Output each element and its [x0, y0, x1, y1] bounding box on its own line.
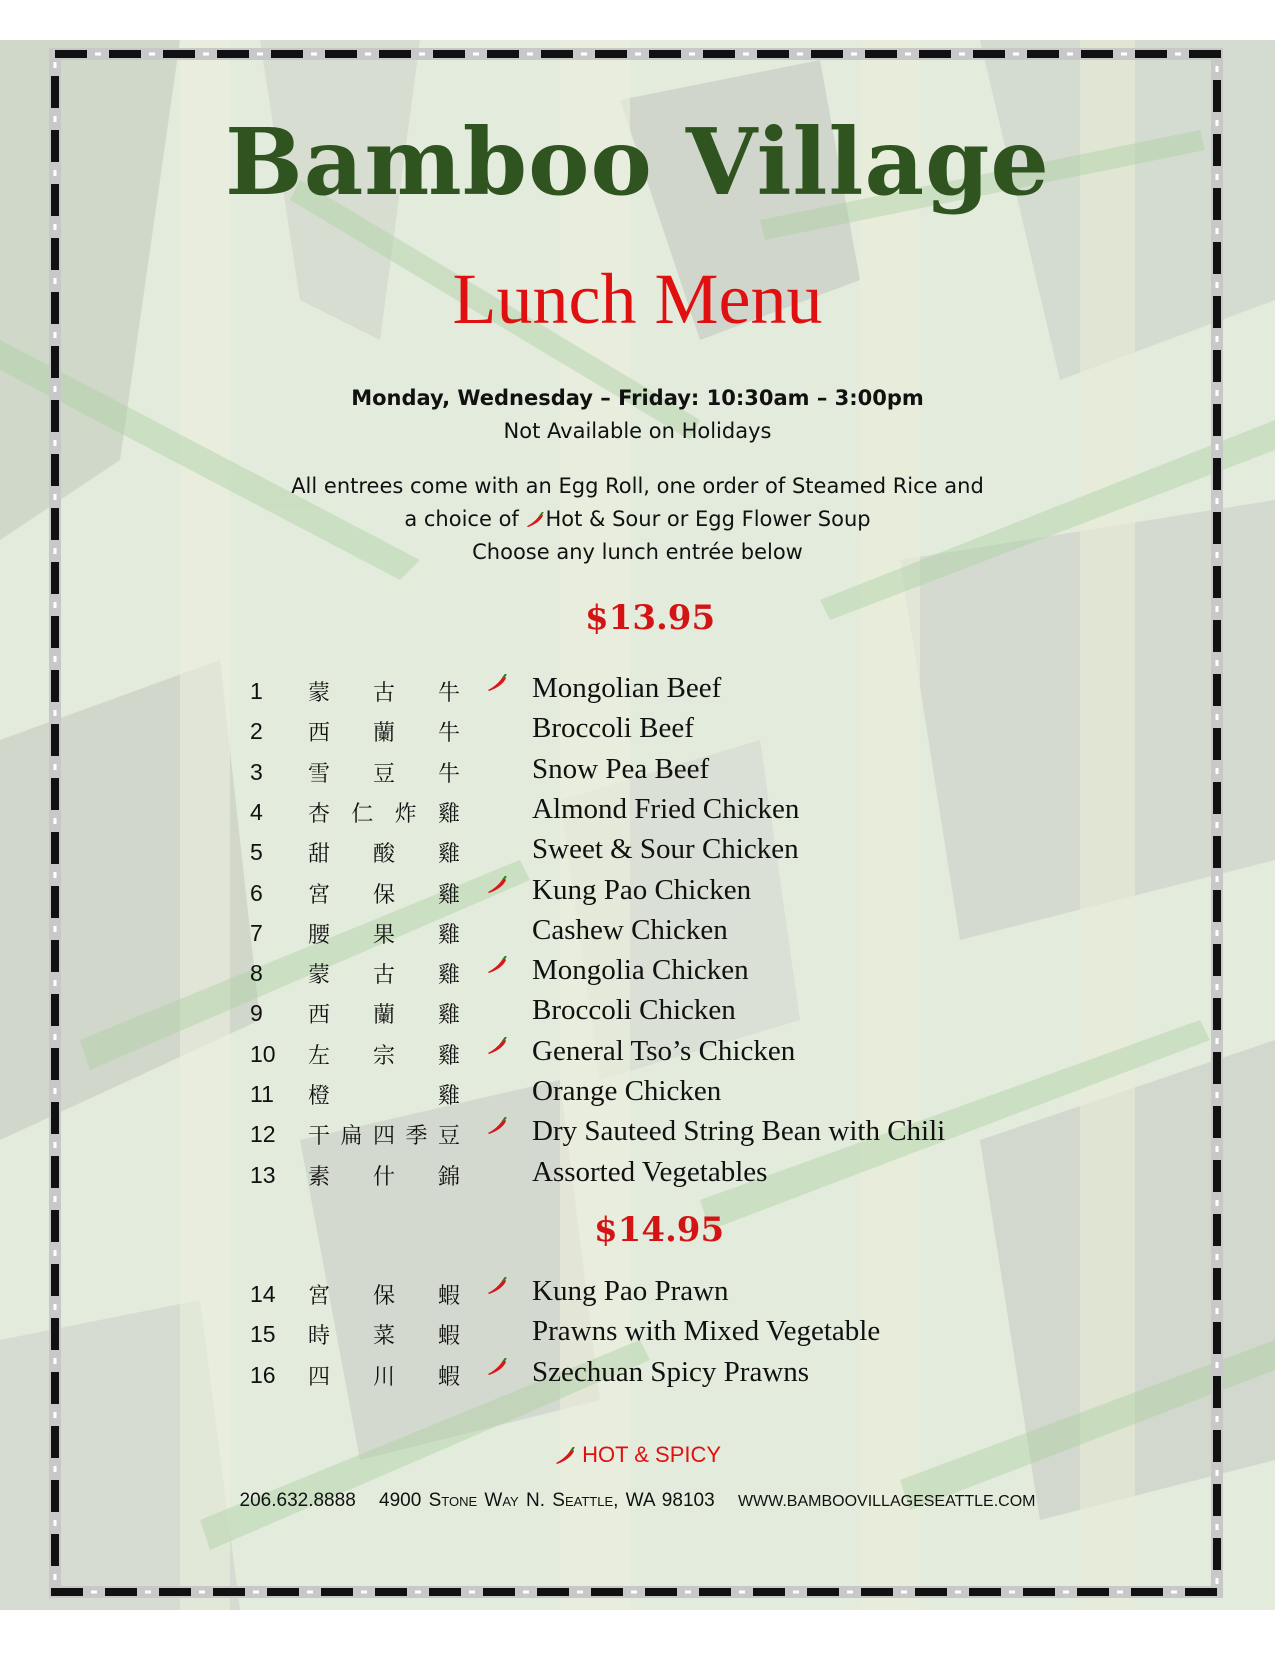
- chinese-char: 左: [308, 1043, 331, 1069]
- item-name: Broccoli Chicken: [532, 994, 736, 1027]
- menu-item: [0, 952, 1275, 992]
- item-chinese-name: [308, 1119, 460, 1151]
- chinese-char: 杏: [308, 801, 331, 827]
- chili-pepper-icon: [486, 956, 508, 974]
- item-number: 3: [250, 758, 263, 785]
- chinese-char: 雞: [437, 1084, 460, 1109]
- chinese-char: 古: [372, 681, 395, 706]
- chinese-char: 素: [308, 1164, 331, 1190]
- item-name: Broccoli Beef: [532, 712, 694, 745]
- item-chinese-name: [308, 757, 460, 789]
- chinese-char: 牛: [437, 761, 460, 787]
- chinese-char: 腰: [308, 922, 331, 948]
- chinese-char: 蝦: [437, 1324, 460, 1350]
- chili-pepper-icon: [554, 1447, 576, 1465]
- chili-pepper-icon: [486, 1277, 508, 1295]
- chinese-char: 宮: [308, 1284, 331, 1309]
- item-number: 8: [250, 960, 263, 987]
- item-name: Kung Pao Chicken: [532, 873, 752, 906]
- item-number: 12: [250, 1121, 276, 1148]
- chinese-char: 古: [372, 963, 395, 989]
- chinese-char: 蒙: [308, 963, 331, 989]
- availability-text: Not Available on Holidays: [503, 419, 772, 443]
- menu-item: [0, 1033, 1275, 1073]
- chinese-char: 甜: [308, 842, 331, 868]
- chinese-char: 保: [372, 1284, 395, 1309]
- item-name: General Tso’s Chicken: [532, 1034, 796, 1067]
- spicy-legend-label: HOT & SPICY: [582, 1442, 722, 1467]
- chinese-char: 菜: [372, 1324, 395, 1350]
- item-name: Orange Chicken: [532, 1075, 722, 1107]
- item-chinese-name: [308, 1319, 460, 1351]
- item-chinese-name: [308, 837, 460, 869]
- chinese-char: 雞: [437, 963, 460, 989]
- item-name: Assorted Vegetables: [532, 1155, 768, 1188]
- item-chinese-name: [308, 1079, 460, 1111]
- item-number: 6: [250, 879, 263, 906]
- chinese-char: 牛: [437, 721, 460, 747]
- chinese-char: 保: [372, 882, 395, 908]
- chinese-char: 雞: [437, 842, 460, 868]
- restaurant-name: Bamboo Village: [225, 108, 1050, 216]
- item-chinese-name: [308, 918, 460, 950]
- item-number: 4: [250, 798, 263, 825]
- hours-block: [0, 382, 1275, 448]
- chinese-char: 干: [308, 1124, 331, 1150]
- item-chinese-name: [308, 958, 460, 990]
- chili-pepper-icon: [486, 674, 508, 692]
- chinese-char: 蒙: [308, 681, 331, 706]
- item-chinese-name: [308, 1279, 460, 1311]
- chinese-char: 四: [308, 1364, 331, 1390]
- section-price: $13.95: [585, 598, 716, 638]
- chili-pepper-icon: [486, 876, 508, 894]
- chinese-char: 雞: [437, 882, 460, 908]
- description-line-3: Choose any lunch entrée below: [472, 540, 803, 564]
- menu-item: [0, 912, 1275, 952]
- chinese-char: 牛: [437, 681, 460, 706]
- chinese-char: 雞: [437, 1003, 460, 1029]
- item-number: 10: [250, 1040, 276, 1067]
- chili-pepper-icon: [486, 1117, 508, 1135]
- item-name: Kung Pao Prawn: [532, 1275, 729, 1307]
- chinese-char: 川: [372, 1364, 395, 1390]
- menu-item: [0, 791, 1275, 831]
- chinese-char: 雞: [437, 1043, 460, 1069]
- chinese-char: 西: [308, 1003, 331, 1029]
- menu-item: [0, 1313, 1275, 1353]
- phone-number[interactable]: 206.632.8888: [239, 1490, 356, 1511]
- item-name: Cashew Chicken: [532, 913, 728, 946]
- chinese-char: 雞: [437, 801, 460, 827]
- chili-pepper-icon: [525, 512, 545, 528]
- menu-item: [0, 751, 1275, 791]
- item-chinese-name: [308, 1360, 460, 1392]
- item-number: 14: [250, 1281, 276, 1307]
- menu-item: [0, 872, 1275, 912]
- item-number: 13: [250, 1161, 276, 1188]
- item-name: Mongolian Beef: [532, 672, 722, 704]
- item-chinese-name: [308, 998, 460, 1030]
- hours-text: Monday, Wednesday – Friday: 10:30am – 3:00pm: [351, 386, 924, 410]
- chinese-char: 仁: [351, 801, 374, 827]
- footer: [0, 1490, 1275, 1512]
- description-line-2-suffix: Hot & Sour or Egg Flower Soup: [545, 507, 871, 531]
- chinese-char: 西: [308, 721, 331, 747]
- spicy-legend: [0, 1442, 1275, 1468]
- description-line-1: All entrees come with an Egg Roll, one order of Steamed Rice and: [291, 474, 984, 498]
- chinese-char: 蘭: [372, 1003, 395, 1029]
- description-line-2-prefix: a choice of: [404, 507, 526, 531]
- chinese-char: 扁: [340, 1124, 363, 1150]
- item-name: Mongolia Chicken: [532, 954, 749, 987]
- item-number: 11: [250, 1081, 274, 1107]
- item-chinese-name: [308, 716, 460, 748]
- chinese-char: 宮: [308, 882, 331, 908]
- chinese-char: 豆: [372, 761, 395, 787]
- item-number: 5: [250, 839, 263, 866]
- chinese-char: 四: [372, 1124, 395, 1150]
- section-price: $14.95: [594, 1210, 725, 1250]
- item-name: Snow Pea Beef: [532, 752, 710, 785]
- menu-title: Lunch Menu: [452, 259, 823, 339]
- menu-item: [0, 1113, 1275, 1153]
- chinese-char: 時: [308, 1324, 331, 1350]
- chinese-char: 炸: [394, 801, 417, 827]
- item-number: 9: [250, 1000, 263, 1027]
- item-name: Almond Fried Chicken: [532, 792, 800, 825]
- chinese-char: 蝦: [437, 1284, 460, 1309]
- menu-item: [0, 1154, 1275, 1194]
- item-number: 2: [250, 718, 263, 745]
- description-line-2: [0, 503, 1275, 536]
- chinese-char: 豆: [437, 1124, 460, 1150]
- chinese-char: 果: [372, 922, 395, 948]
- menu-item: [0, 1354, 1275, 1394]
- menu-item: [0, 1273, 1275, 1313]
- chinese-char: 季: [405, 1124, 428, 1150]
- item-name: Prawns with Mixed Vegetable: [532, 1315, 881, 1348]
- item-chinese-name: [308, 1039, 460, 1071]
- chinese-char: 宗: [372, 1043, 395, 1069]
- item-chinese-name: [308, 1160, 460, 1192]
- item-number: 1: [250, 678, 263, 704]
- item-chinese-name: [308, 676, 460, 708]
- item-chinese-name: [308, 797, 460, 829]
- item-number: 15: [250, 1321, 276, 1348]
- menu-item: [0, 1073, 1275, 1113]
- menu-item: [0, 670, 1275, 710]
- chinese-char: 橙: [308, 1084, 331, 1109]
- address: 4900 Stone Way N. Seattle, WA 98103: [379, 1490, 715, 1511]
- item-number: 7: [250, 919, 263, 946]
- chinese-char: 雞: [437, 922, 460, 948]
- chinese-char: 錦: [437, 1164, 460, 1190]
- menu-item: [0, 992, 1275, 1032]
- item-name: Szechuan Spicy Prawns: [532, 1355, 810, 1388]
- item-chinese-name: [308, 878, 460, 910]
- item-name: Dry Sauteed String Bean with Chili: [532, 1115, 946, 1148]
- menu-item: [0, 710, 1275, 750]
- chinese-char: 什: [372, 1164, 395, 1190]
- chinese-char: 酸: [372, 842, 395, 868]
- website-link[interactable]: WWW.BAMBOOVILLAGESEATTLE.COM: [737, 1493, 1036, 1510]
- chinese-char: 蘭: [372, 721, 395, 747]
- item-name: Sweet & Sour Chicken: [532, 833, 799, 866]
- menu-item: [0, 831, 1275, 871]
- chinese-char: 雪: [308, 761, 331, 787]
- description-block: [0, 470, 1275, 569]
- chinese-char: 蝦: [437, 1364, 460, 1390]
- chili-pepper-icon: [486, 1037, 508, 1055]
- chili-pepper-icon: [486, 1358, 508, 1376]
- item-number: 16: [250, 1361, 276, 1388]
